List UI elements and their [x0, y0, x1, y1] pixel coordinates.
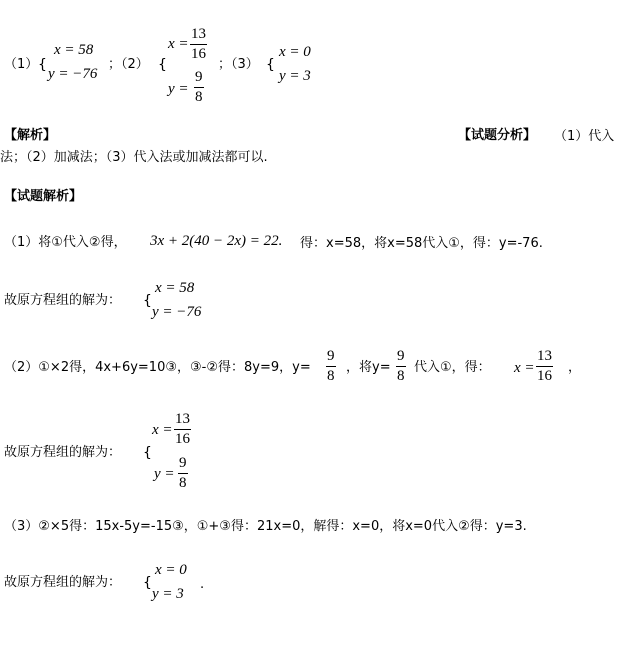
answer-1-brace: { [38, 57, 47, 73]
solution-1-y: y = −76 [152, 304, 202, 320]
step-2-middle-2: 代入①，得： [414, 360, 491, 375]
step-2-x-label: x = [514, 360, 535, 376]
solution-2-brace: { [143, 445, 152, 461]
step-2-x-fraction: $\frac{13}{16}$ [537, 348, 552, 384]
solution-3-y: y = 3 [152, 586, 184, 602]
step-2-middle: ，将y= [346, 360, 391, 375]
step-1-result: 得：x=58，将x=58代入①，得：y=-76. [300, 236, 543, 251]
step-2-fraction-2: $\frac{9}{8}$ [397, 348, 405, 384]
answer-1-x: x = 58 [54, 42, 94, 58]
answer-2-brace: { [158, 57, 167, 73]
answer-3-brace: { [266, 57, 275, 73]
step-2-fraction-1: $\frac{9}{8}$ [327, 348, 335, 384]
step-2-end: ， [568, 360, 582, 375]
answer-2-y-label: y = [168, 81, 189, 97]
detail-heading: 【试题解析】 [4, 189, 83, 204]
analysis-text: 法；（2）加减法；（3）代入法或加减法都可以. [0, 150, 268, 165]
step-2-intro: （2）①×2得，4x+6y=10③，③-②得：8y=9，y= [4, 360, 311, 375]
solution-3-end: . [200, 577, 205, 592]
solution-2-y-label: y = [154, 466, 175, 482]
answer-3-y: y = 3 [279, 68, 311, 84]
solution-1-label: 故原方程组的解为： [4, 293, 122, 308]
solution-3-x: x = 0 [155, 562, 187, 578]
answer-2-y-fraction: $\frac{9}{8}$ [195, 69, 203, 105]
solution-2-x-label: x = [152, 422, 173, 438]
solution-3-label: 故原方程组的解为： [4, 575, 122, 590]
answer-3-x: x = 0 [279, 44, 311, 60]
answer-separator-3: ；（3） [218, 57, 259, 72]
solution-1-brace: { [143, 293, 152, 309]
solution-2-x-fraction: $\frac{13}{16}$ [175, 411, 190, 447]
step-3-text: （3）②×5得：15x-5y=-15③，①+③得：21x=0，解得：x=0，将x=0代入②得：y=3. [4, 519, 527, 534]
solution-1-x: x = 58 [155, 280, 195, 296]
answer-2-x-fraction: $\frac{13}{16}$ [191, 26, 206, 62]
step-1-intro: （1）将①代入②得， [4, 235, 127, 250]
answer-separator-2: ；（2） [108, 57, 149, 72]
step-1-equation: 3x + 2(40 − 2x) = 22. [150, 233, 283, 249]
answer-1-y: y = −76 [48, 66, 98, 82]
solution-3-brace: { [143, 575, 152, 591]
answer-2-x-label: x = [168, 36, 189, 52]
analysis-side-text: （1）代入 [554, 129, 615, 144]
analysis-heading: 【解析】 [4, 128, 57, 143]
solution-2-label: 故原方程组的解为： [4, 445, 122, 460]
analysis-side-label: 【试题分析】 [458, 128, 537, 143]
solution-2-y-fraction: $\frac{9}{8}$ [179, 455, 187, 491]
answer-1-label: （1） [4, 57, 39, 72]
